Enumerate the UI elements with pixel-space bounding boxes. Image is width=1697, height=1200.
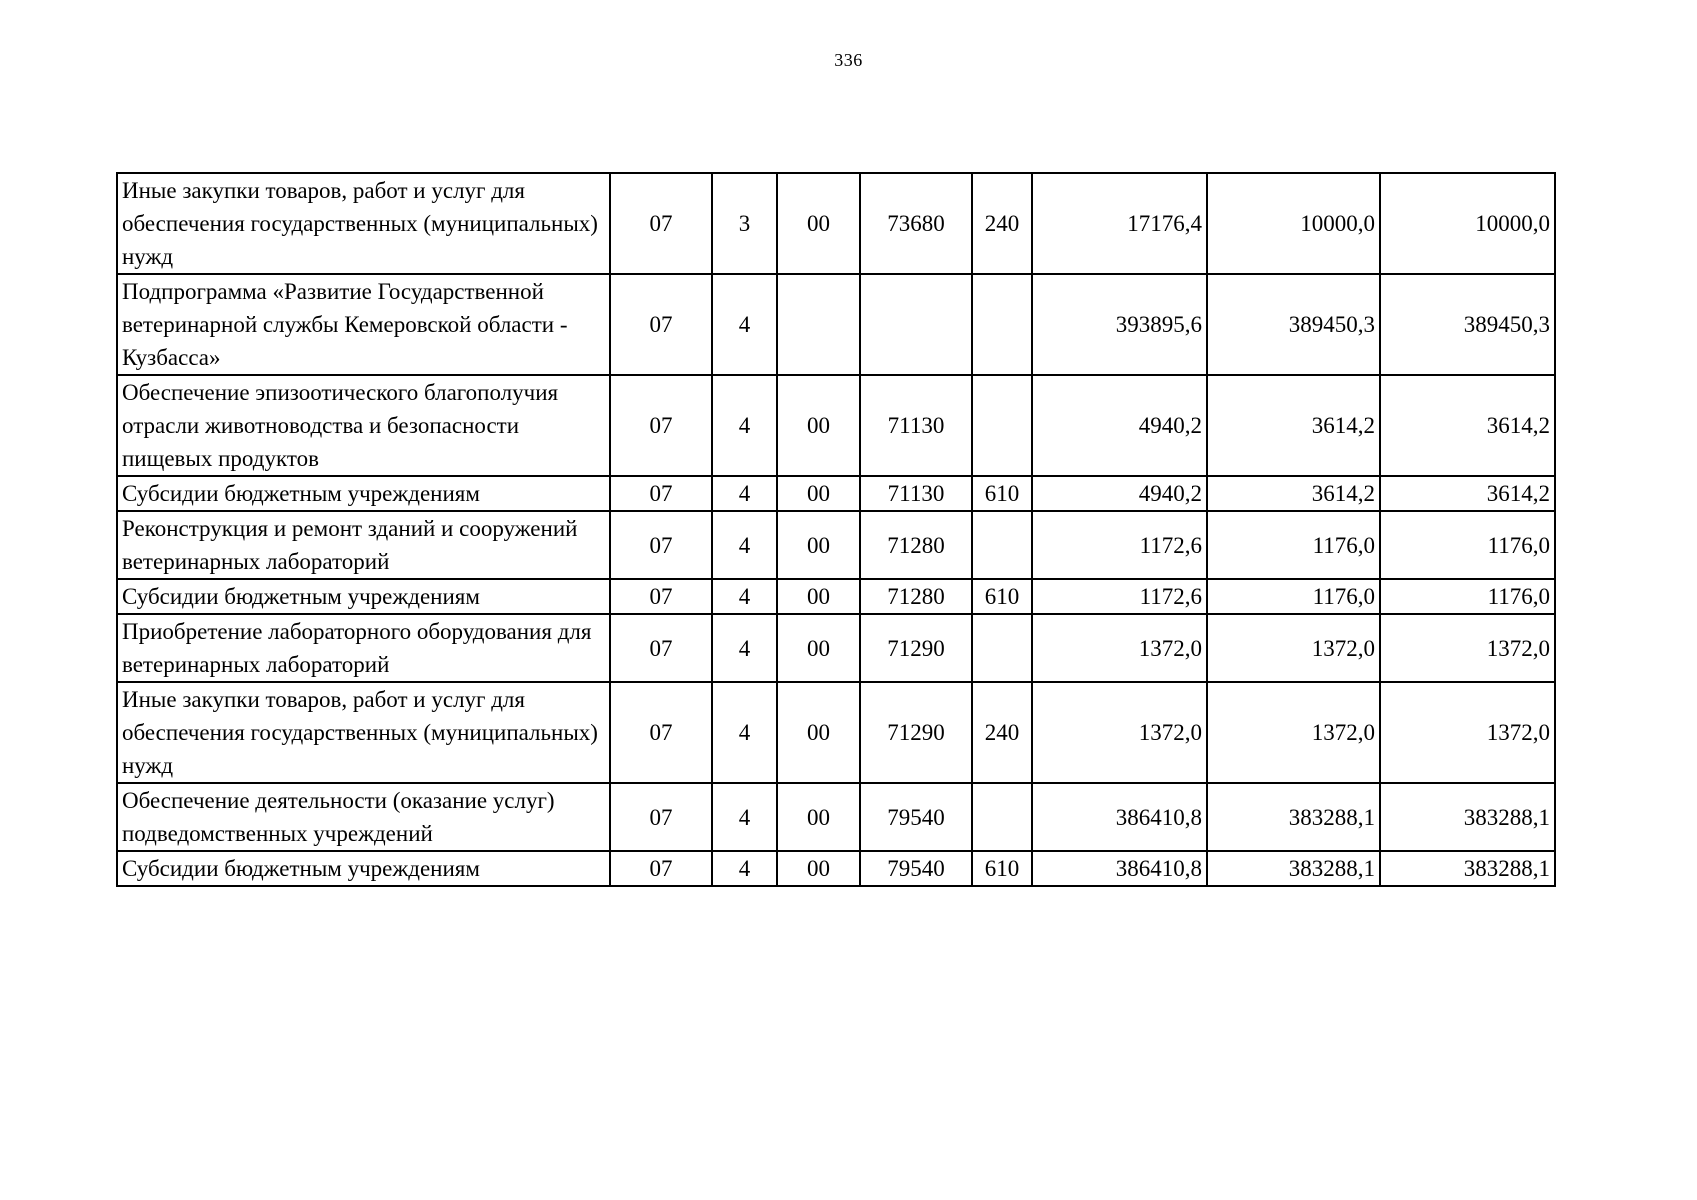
table-row — [117, 851, 1555, 886]
code-subprogram: 4 — [712, 682, 777, 783]
row-name: Обеспечение эпизоотического благополучия отрасли животноводства и безопасности пищевых продуктов — [117, 375, 610, 476]
amount-year-2: 10000,0 — [1207, 173, 1380, 274]
code-program: 07 — [610, 274, 712, 375]
code-program: 07 — [610, 682, 712, 783]
code-group: 00 — [777, 851, 860, 886]
amount-year-2: 1176,0 — [1207, 579, 1380, 614]
code-group: 00 — [777, 173, 860, 274]
amount-year-1: 1372,0 — [1032, 614, 1207, 682]
code-direction: 71130 — [860, 375, 972, 476]
amount-year-1: 17176,4 — [1032, 173, 1207, 274]
expense-type: 610 — [972, 851, 1032, 886]
code-program: 07 — [610, 476, 712, 511]
amount-year-3: 3614,2 — [1380, 476, 1555, 511]
expense-type: 240 — [972, 173, 1032, 274]
code-direction: 71130 — [860, 476, 972, 511]
amount-year-2: 1372,0 — [1207, 614, 1380, 682]
code-group: 00 — [777, 579, 860, 614]
row-name: Субсидии бюджетным учреждениям — [117, 579, 610, 614]
amount-year-1: 1172,6 — [1032, 511, 1207, 579]
code-program: 07 — [610, 375, 712, 476]
amount-year-3: 1372,0 — [1380, 614, 1555, 682]
code-program: 07 — [610, 851, 712, 886]
code-group: 00 — [777, 614, 860, 682]
amount-year-2: 1176,0 — [1207, 511, 1380, 579]
code-program: 07 — [610, 579, 712, 614]
amount-year-3: 389450,3 — [1380, 274, 1555, 375]
code-subprogram: 4 — [712, 579, 777, 614]
row-name: Реконструкция и ремонт зданий и сооружений ветеринарных лабораторий — [117, 511, 610, 579]
code-group: 00 — [777, 476, 860, 511]
amount-year-3: 1176,0 — [1380, 579, 1555, 614]
amount-year-3: 1176,0 — [1380, 511, 1555, 579]
amount-year-2: 3614,2 — [1207, 476, 1380, 511]
amount-year-2: 389450,3 — [1207, 274, 1380, 375]
code-group: 00 — [777, 783, 860, 851]
code-group: 00 — [777, 511, 860, 579]
expense-type: 240 — [972, 682, 1032, 783]
amount-year-3: 3614,2 — [1380, 375, 1555, 476]
expense-type: 610 — [972, 476, 1032, 511]
amount-year-2: 1372,0 — [1207, 682, 1380, 783]
page-number: 336 — [834, 50, 863, 70]
amount-year-1: 1172,6 — [1032, 579, 1207, 614]
expense-type — [972, 614, 1032, 682]
table-row — [117, 173, 1555, 274]
amount-year-1: 393895,6 — [1032, 274, 1207, 375]
code-group: 00 — [777, 375, 860, 476]
amount-year-1: 386410,8 — [1032, 783, 1207, 851]
row-name: Субсидии бюджетным учреждениям — [117, 851, 610, 886]
table-row — [117, 682, 1555, 783]
code-direction: 79540 — [860, 783, 972, 851]
code-subprogram: 3 — [712, 173, 777, 274]
table-row — [117, 375, 1555, 476]
code-subprogram: 4 — [712, 851, 777, 886]
row-name: Иные закупки товаров, работ и услуг для обеспечения государственных (муниципальных) нужд — [117, 682, 610, 783]
code-program: 07 — [610, 511, 712, 579]
amount-year-3: 383288,1 — [1380, 851, 1555, 886]
code-direction — [860, 274, 972, 375]
amount-year-2: 383288,1 — [1207, 783, 1380, 851]
row-name: Субсидии бюджетным учреждениям — [117, 476, 610, 511]
code-direction: 71290 — [860, 614, 972, 682]
amount-year-1: 1372,0 — [1032, 682, 1207, 783]
code-subprogram: 4 — [712, 375, 777, 476]
expense-type — [972, 783, 1032, 851]
code-program: 07 — [610, 783, 712, 851]
amount-year-1: 4940,2 — [1032, 375, 1207, 476]
code-direction: 79540 — [860, 851, 972, 886]
amount-year-3: 383288,1 — [1380, 783, 1555, 851]
code-subprogram: 4 — [712, 511, 777, 579]
code-group — [777, 274, 860, 375]
code-group: 00 — [777, 682, 860, 783]
amount-year-2: 3614,2 — [1207, 375, 1380, 476]
expense-type: 610 — [972, 579, 1032, 614]
code-direction: 71280 — [860, 579, 972, 614]
table-row — [117, 579, 1555, 614]
expense-type — [972, 511, 1032, 579]
code-subprogram: 4 — [712, 274, 777, 375]
table-row — [117, 783, 1555, 851]
row-name: Иные закупки товаров, работ и услуг для обеспечения государственных (муниципальных) нужд — [117, 173, 610, 274]
code-direction: 71280 — [860, 511, 972, 579]
budget-table-body — [117, 173, 1555, 886]
code-subprogram: 4 — [712, 783, 777, 851]
code-program: 07 — [610, 614, 712, 682]
code-subprogram: 4 — [712, 476, 777, 511]
amount-year-3: 10000,0 — [1380, 173, 1555, 274]
row-name: Обеспечение деятельности (оказание услуг) подведомственных учреждений — [117, 783, 610, 851]
row-name: Приобретение лабораторного оборудования для ветеринарных лабораторий — [117, 614, 610, 682]
amount-year-1: 4940,2 — [1032, 476, 1207, 511]
expense-type — [972, 375, 1032, 476]
amount-year-2: 383288,1 — [1207, 851, 1380, 886]
code-direction: 71290 — [860, 682, 972, 783]
expense-type — [972, 274, 1032, 375]
table-row — [117, 476, 1555, 511]
code-direction: 73680 — [860, 173, 972, 274]
budget-table — [116, 172, 1556, 887]
table-row — [117, 274, 1555, 375]
amount-year-3: 1372,0 — [1380, 682, 1555, 783]
table-row — [117, 614, 1555, 682]
code-subprogram: 4 — [712, 614, 777, 682]
row-name: Подпрограмма «Развитие Государственной ветеринарной службы Кемеровской области - Кузбасса» — [117, 274, 610, 375]
table-row — [117, 511, 1555, 579]
amount-year-1: 386410,8 — [1032, 851, 1207, 886]
code-program: 07 — [610, 173, 712, 274]
